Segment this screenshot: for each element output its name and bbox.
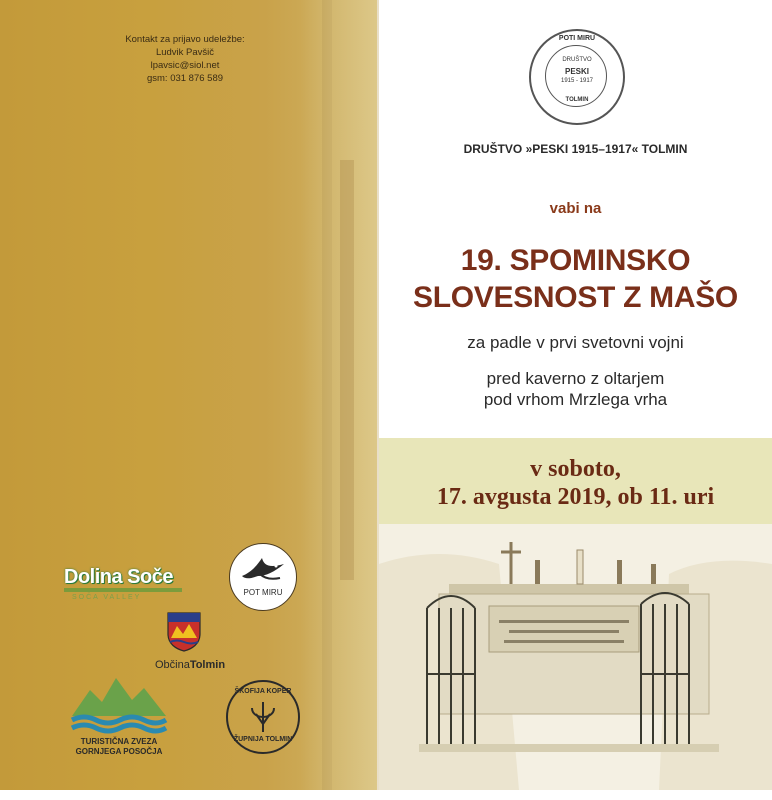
date-line-2: 17. avgusta 2019, ob 11. uri [436,484,715,510]
invites-text: vabi na [549,200,602,217]
event-date [379,455,772,511]
seal-center-1: DRUŠTVO [562,57,592,63]
seal-center-2: PESKI [564,67,589,76]
dolina-soce-subtext: SOČA VALLEY [72,594,142,601]
dolina-soce-logo [64,566,188,606]
skofija-koper-logo [226,680,300,754]
dedication-text: za padle v prvi svetovni vojni [467,333,684,352]
dolina-soce-text: Dolina Soče [64,566,173,588]
location-text [379,368,772,410]
skofija-bottom-text: ŽUPNIJA TOLMIN [233,736,293,743]
contact-block [120,33,250,85]
title-line-1: 19. SPOMINSKO [460,244,691,277]
crosier-icon [248,700,278,734]
seal-center-3: 1915 - 1917 [560,78,594,84]
contact-email: lpavsic@siol.net [150,60,220,71]
event-title [379,242,772,316]
swallow-icon [240,554,286,588]
location-line-2: pod vrhom Mrzlega vrha [483,390,668,409]
contact-phone: gsm: 031 876 589 [146,73,224,84]
stone-pillar [340,160,354,580]
seal-ring-text: POTI MIRU [558,35,596,42]
title-line-2: SLOVESNOST Z MAŠO [413,281,738,314]
obcina-prefix: Občina [154,659,190,671]
pot-miru-label: POT MIRU [243,588,283,597]
seal-bottom: TOLMIN [565,97,589,103]
location-line-1: pred kaverno z oltarjem [486,369,665,388]
stone-texture [300,0,378,790]
pot-miru-logo [229,543,297,611]
obcina-tolmin-logo [150,612,230,674]
obcina-tolmin-name [150,659,230,671]
tz-line2: GORNJEGA POSOČJA [75,747,163,756]
society-seal [529,29,625,125]
turisticna-zveza-logo [64,674,174,754]
tolmin-crest-icon [167,612,201,652]
date-line-1: v soboto, [530,456,621,482]
altar-illustration [379,524,772,790]
tz-line1: TURISTIČNA ZVEZA [80,737,158,746]
contact-name: Ludvik Pavšič [155,47,215,58]
contact-heading: Kontakt za prijavo udeležbe: [125,34,245,45]
skofija-top-text: ŠKOFIJA KOPER [234,688,292,695]
altar-photo [379,524,772,790]
obcina-town: Tolmin [189,659,226,671]
society-name: DRUŠTVO »PESKI 1915–1917« TOLMIN [463,142,688,156]
mountains-icon [70,674,168,734]
page-bottom-margin [0,790,772,800]
